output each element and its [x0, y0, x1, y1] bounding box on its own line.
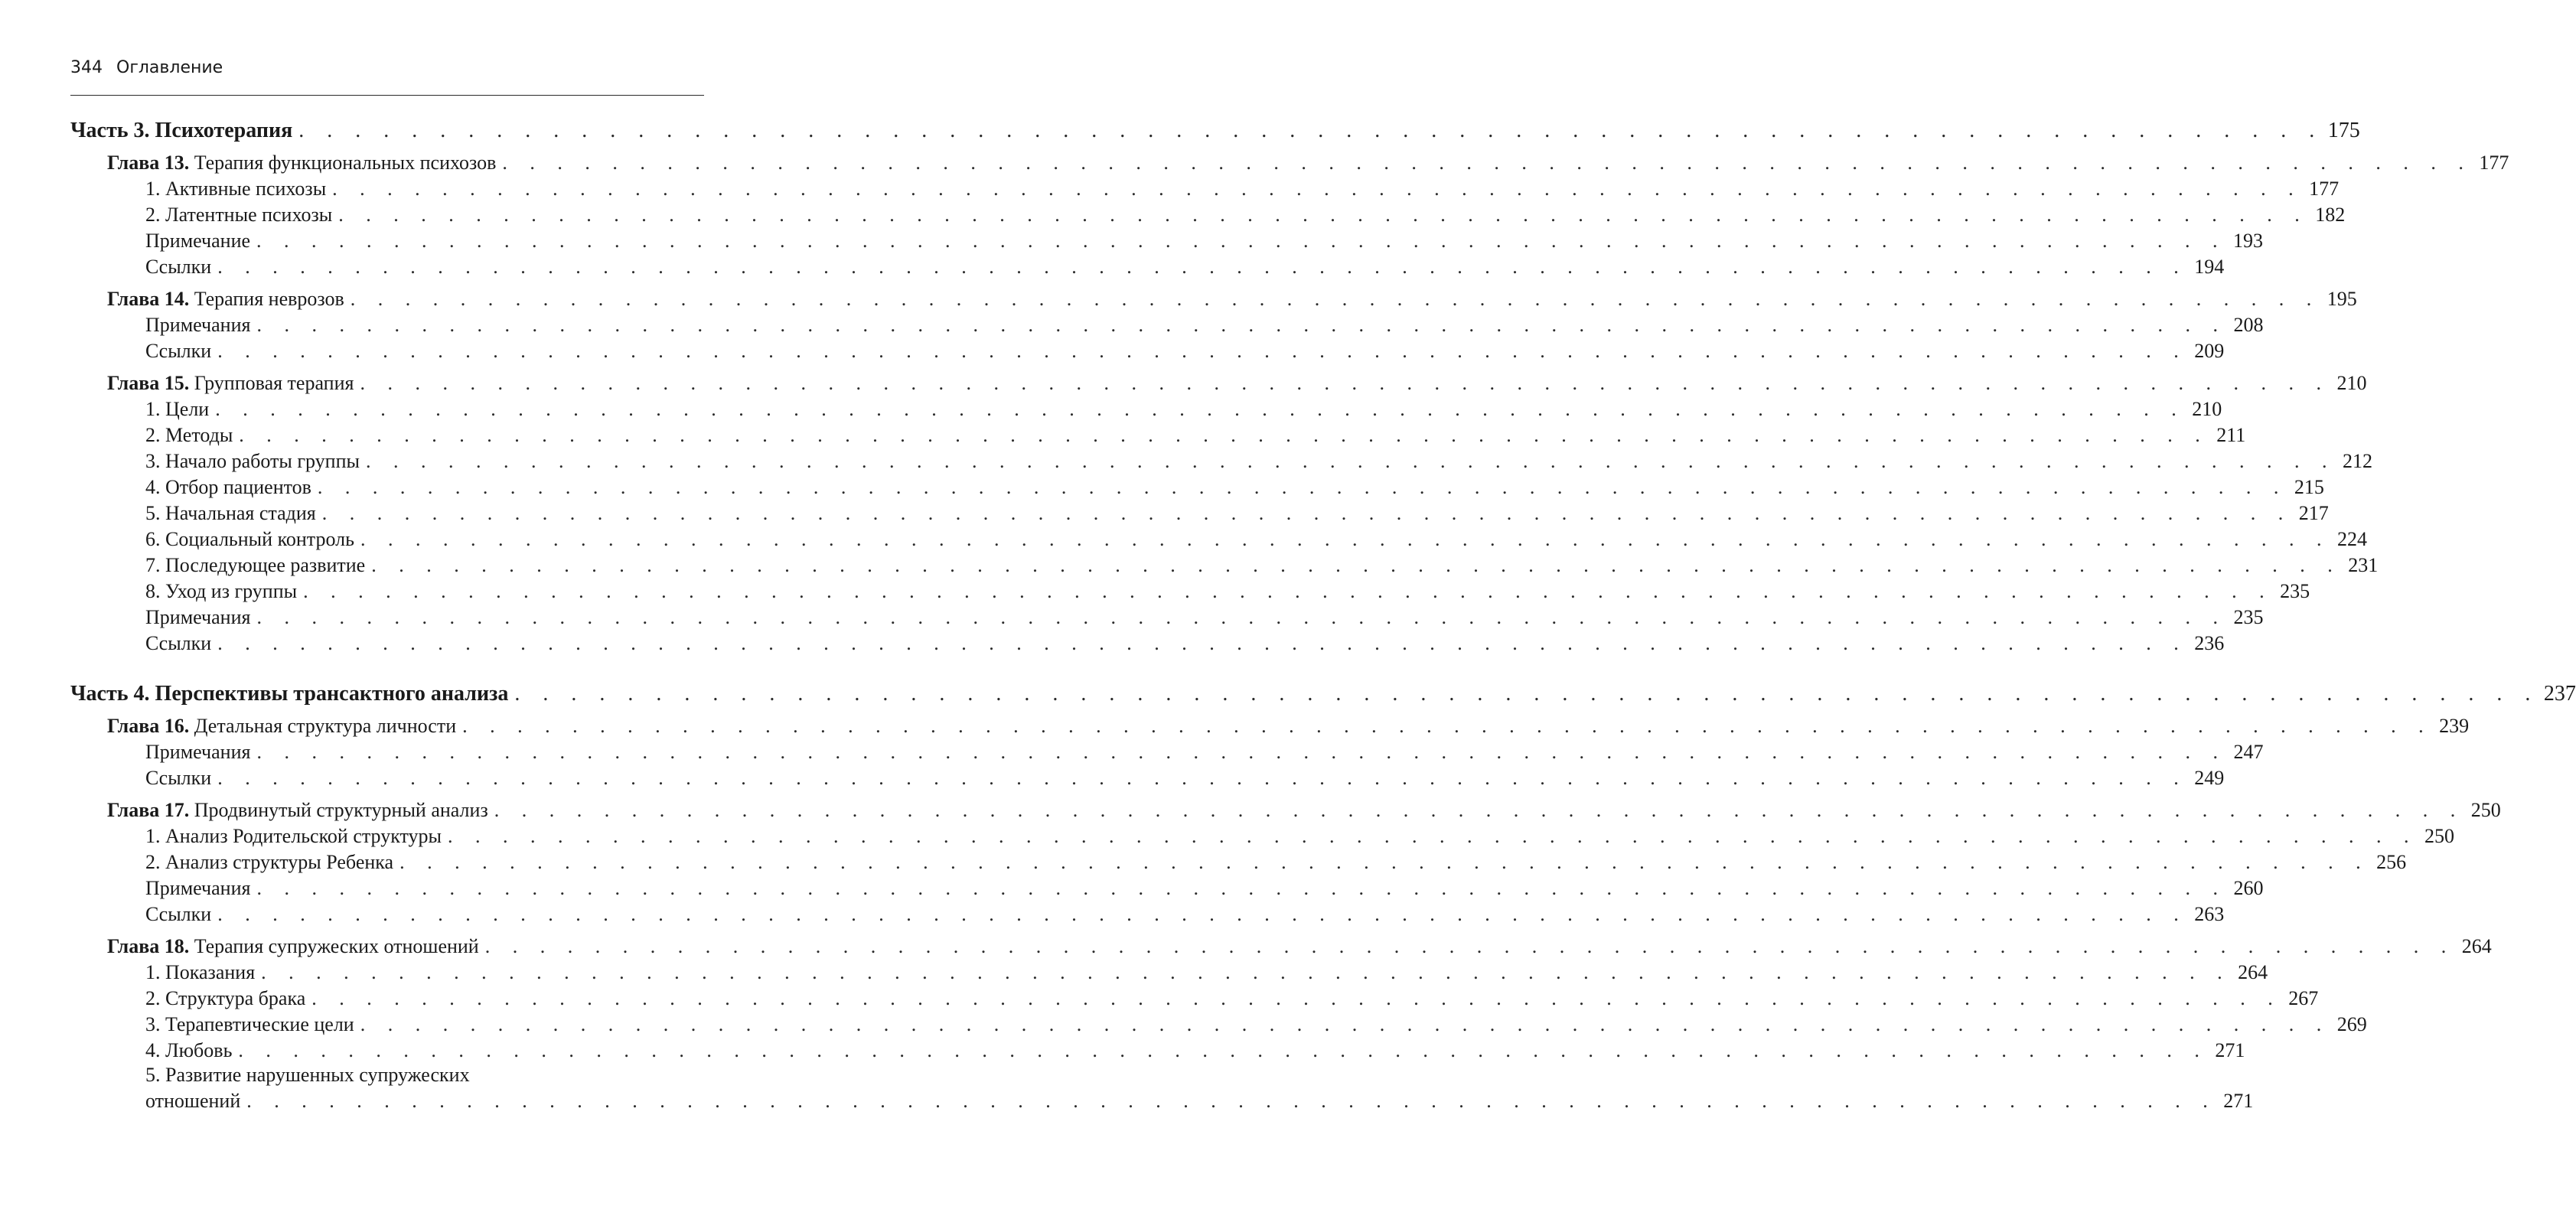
toc-entry-title	[145, 554, 365, 577]
toc-entry-text: 6. Социальный контроль	[145, 528, 354, 550]
toc-page-number: 208	[2233, 314, 2264, 336]
toc-entry	[145, 987, 2319, 1010]
toc-chapter	[107, 935, 2492, 958]
toc-page-number: 210	[2336, 372, 2367, 394]
toc-entry-text: Примечания	[145, 606, 251, 628]
toc-page-number: 236	[2194, 632, 2225, 654]
toc-entry-title	[145, 741, 250, 764]
dot-leader: . . . . . . . . . . . . . . . . . . . . . . . . . . . . . . . . . . . . . . . . . . . . . . . . . . . . . . . . . . . . . . . . . . . . . . . .	[365, 450, 2336, 472]
dot-leader: . . . . . . . . . . . . . . . . . . . . . . . . . . . . . . . . . . . . . . . . . . . . . . . . . . . . . . . . . . . . . . . . . . . . . . . .	[332, 178, 2303, 200]
running-header	[70, 58, 704, 77]
dot-leader: . . . . . . . . . . . . . . . . . . . . . . . . . . . . . . . . . . . . . . . . . . . . . . . . . . . . . . . . . . . . . . . . . . . . . . . .	[238, 1039, 2209, 1061]
toc-entry	[145, 961, 2268, 984]
toc-page-number: 250	[2424, 825, 2454, 847]
toc-entry-title	[145, 767, 211, 790]
toc-entry-text: 5. Начальная стадия	[145, 502, 316, 524]
toc-entry-title	[145, 961, 255, 984]
toc-entry-title	[145, 340, 211, 363]
toc-entry-title	[145, 424, 233, 447]
toc-page-number: 231	[2348, 554, 2379, 576]
toc-page-number: 250	[2470, 799, 2501, 821]
toc-entry	[145, 314, 2264, 337]
toc-entry-title	[145, 256, 211, 279]
dot-leader: . . . . . . . . . . . . . . . . . . . . . . . . . . . . . . . . . . . . . . . . . . . . . . . . . . . . . . . . . . . . . . . . . . . . . . . .	[338, 204, 2309, 226]
toc-entry-text: Примечания	[145, 314, 251, 336]
toc-entry-title	[145, 178, 326, 200]
toc-entry-text: Примечание	[145, 230, 251, 252]
dot-leader: . . . . . . . . . . . . . . . . . . . . . . . . . . . . . . . . . . . . . . . . . . . . . . . . . . . . . . . . . . . . . . . . . . . . . . . .	[502, 152, 2473, 174]
toc-entry-text: 7. Последующее развитие	[145, 554, 366, 576]
toc-entry	[145, 1013, 2367, 1036]
toc-entry-title	[107, 935, 479, 958]
dot-leader: . . . . . . . . . . . . . . . . . . . . . . . . . . . . . . . . . . . . . . . . . . . . . . . . . . . . . . . . . . . . . . . . . . . . . . . .	[298, 119, 2323, 142]
toc-entry-label: Глава 15.	[107, 372, 190, 394]
toc-entry-title	[145, 580, 297, 603]
toc-entry-title	[145, 606, 250, 629]
toc-entry-label: Глава 14.	[107, 288, 190, 310]
toc-entry	[145, 256, 2225, 279]
toc-chapter	[107, 372, 2367, 395]
toc-page-number: 195	[2327, 288, 2357, 310]
toc-page-number: 194	[2194, 256, 2225, 278]
dot-leader: . . . . . . . . . . . . . . . . . . . . . . . . . . . . . . . . . . . . . . . . . . . . . . . . . . . . . . . . . . . . . . . . . . . . . . . .	[217, 767, 2188, 789]
toc-entry-text: 1. Показания	[145, 961, 256, 983]
toc-page-number: 193	[2233, 230, 2264, 252]
toc-entry-text: 2. Методы	[145, 424, 233, 446]
toc-entry-title	[145, 398, 209, 421]
toc-entry-text: 2. Анализ структуры Ребенка	[145, 851, 394, 873]
toc-chapter	[107, 799, 2501, 822]
toc-page-number: 212	[2342, 450, 2372, 472]
toc-page-number: 247	[2233, 741, 2264, 763]
dot-leader: . . . . . . . . . . . . . . . . . . . . . . . . . . . . . . . . . . . . . . . . . . . . . . . . . . . . . . . . . . . . . . . . . . . . . . . .	[371, 554, 2342, 576]
dot-leader: . . . . . . . . . . . . . . . . . . . . . . . . . . . . . . . . . . . . . . . . . . . . . . . . . . . . . . . . . . . . . . . . . . . . . . . .	[256, 230, 2227, 252]
toc-page-number: 217	[2298, 502, 2329, 524]
toc-entry-text: 4. Любовь	[145, 1039, 233, 1061]
dot-leader: . . . . . . . . . . . . . . . . . . . . . . . . . . . . . . . . . . . . . . . . . . . . . . . . . . . . . . . . . . . . . . . . . . . . . . . .	[514, 682, 2539, 706]
toc-entry	[145, 398, 2222, 421]
toc-entry-title	[145, 903, 211, 926]
toc-entry	[145, 877, 2264, 900]
toc-entry-title	[145, 851, 393, 874]
toc-entry-text: 2. Структура брака	[145, 987, 306, 1009]
toc-entry-title	[107, 799, 488, 822]
toc-entry-title	[145, 314, 250, 337]
toc-part	[70, 119, 2360, 142]
dot-leader: . . . . . . . . . . . . . . . . . . . . . . . . . . . . . . . . . . . . . . . . . . . . . . . . . . . . . . . . . . . . . . . . . . . . . . . .	[317, 476, 2287, 498]
toc-entry-title	[145, 825, 442, 848]
toc-entry-title	[145, 1039, 232, 1062]
toc-entry	[145, 1039, 2245, 1062]
dot-leader: . . . . . . . . . . . . . . . . . . . . . . . . . . . . . . . . . . . . . . . . . . . . . . . . . . . . . . . . . . . . . . . . . . . . . . . .	[399, 851, 2370, 873]
toc-page-number: 249	[2194, 767, 2225, 789]
toc-page-number: 264	[2461, 935, 2492, 957]
toc-page-number: 224	[2336, 528, 2367, 550]
toc-entry-text: Ссылки	[145, 632, 212, 654]
header-rule	[70, 95, 704, 96]
dot-leader: . . . . . . . . . . . . . . . . . . . . . . . . . . . . . . . . . . . . . . . . . . . . . . . . . . . . . . . . . . . . . . . . . . . . . . . .	[217, 340, 2188, 362]
toc-entry	[145, 424, 2246, 447]
toc-entry-text: 1. Анализ Родительской структуры	[145, 825, 442, 847]
toc-entry-text: Ссылки	[145, 767, 212, 789]
toc-entry	[145, 632, 2225, 655]
toc-entry	[145, 230, 2264, 253]
toc-entry-text: 2. Латентные психозы	[145, 204, 333, 226]
toc-entry-text: Терапия супружеских отношений	[189, 935, 479, 957]
toc-entry-label: Глава 18.	[107, 935, 190, 957]
toc-entry	[145, 741, 2264, 764]
toc-entry	[145, 580, 2310, 603]
toc-entry	[145, 606, 2264, 629]
toc-entry-title	[145, 502, 316, 525]
dot-leader: . . . . . . . . . . . . . . . . . . . . . . . . . . . . . . . . . . . . . . . . . . . . . . . . . . . . . . . . . . . . . . . . . . . . . . . .	[311, 987, 2282, 1009]
toc-entry-label: Часть 3. Психотерапия	[70, 119, 293, 142]
toc-entry-text: Продвинутый структурный анализ	[189, 799, 488, 821]
toc-chapter	[107, 152, 2509, 174]
toc-entry-label: Глава 13.	[107, 152, 190, 174]
dot-leader: . . . . . . . . . . . . . . . . . . . . . . . . . . . . . . . . . . . . . . . . . . . . . . . . . . . . . . . . . . . . . . . . . . . . . . . .	[256, 877, 2227, 899]
dot-leader: . . . . . . . . . . . . . . . . . . . . . . . . . . . . . . . . . . . . . . . . . . . . . . . . . . . . . . . . . . . . . . . . . . . . . . . .	[462, 715, 2433, 737]
dot-leader: . . . . . . . . . . . . . . . . . . . . . . . . . . . . . . . . . . . . . . . . . . . . . . . . . . . . . . . . . . . . . . . . . . . . . . . .	[239, 424, 2209, 446]
toc-entry-title	[70, 119, 292, 142]
toc-entry-text: Терапия неврозов	[189, 288, 344, 310]
toc-entry-title	[145, 528, 354, 551]
dot-leader: . . . . . . . . . . . . . . . . . . . . . . . . . . . . . . . . . . . . . . . . . . . . . . . . . . . . . . . . . . . . . . . . . . . . . . . .	[261, 961, 2232, 983]
toc-entry	[145, 851, 2407, 874]
toc-page-number: 235	[2233, 606, 2264, 628]
toc-entry-title	[107, 372, 354, 395]
dot-leader: . . . . . . . . . . . . . . . . . . . . . . . . . . . . . . . . . . . . . . . . . . . . . . . . . . . . . . . . . . . . . . . . . . . . . . . .	[494, 799, 2464, 821]
dot-leader: . . . . . . . . . . . . . . . . . . . . . . . . . . . . . . . . . . . . . . . . . . . . . . . . . . . . . . . . . . . . . . . . . . . . . . . .	[217, 256, 2188, 278]
toc-page-number: 269	[2336, 1013, 2367, 1035]
toc-entry-text: Групповая терапия	[189, 372, 354, 394]
toc-entry-title	[145, 1013, 354, 1036]
toc-entry-title	[70, 683, 508, 706]
toc-chapter	[107, 288, 2357, 311]
toc-entry-text: Примечания	[145, 741, 251, 763]
toc-page-number: 175	[2327, 119, 2360, 142]
toc-page-number: 267	[2288, 987, 2319, 1009]
toc-page-number: 237	[2543, 682, 2576, 706]
toc-entry-title	[107, 288, 344, 311]
toc-entry-text: 3. Начало работы группы	[145, 450, 360, 472]
toc-page-number: 182	[2315, 204, 2346, 226]
toc-entry-title	[145, 450, 360, 473]
toc-entry-title	[145, 476, 311, 499]
toc-entry-text: Детальная структура личности	[189, 715, 457, 737]
toc-entry	[145, 554, 2379, 577]
toc-entry-label: Глава 17.	[107, 799, 190, 821]
toc-page-number: 177	[2479, 152, 2509, 174]
running-title: Оглавление	[116, 58, 223, 77]
toc-page-number: 263	[2194, 903, 2225, 925]
toc-entry-label: Часть 4. Перспективы трансактного анализа	[70, 682, 509, 706]
toc-entry-text: 4. Отбор пациентов	[145, 476, 311, 498]
dot-leader: . . . . . . . . . . . . . . . . . . . . . . . . . . . . . . . . . . . . . . . . . . . . . . . . . . . . . . . . . . . . . . . . . . . . . . . .	[246, 1090, 2217, 1112]
toc-entry-label: Глава 16.	[107, 715, 190, 737]
dot-leader: . . . . . . . . . . . . . . . . . . . . . . . . . . . . . . . . . . . . . . . . . . . . . . . . . . . . . . . . . . . . . . . . . . . . . . . .	[256, 606, 2227, 628]
toc-entry	[145, 528, 2367, 551]
toc-entry-title	[145, 632, 211, 655]
toc-entry	[145, 825, 2454, 848]
toc-entry-text: Ссылки	[145, 256, 212, 278]
toc-entry-text: 3. Терапевтические цели	[145, 1013, 354, 1035]
toc-entry-text: Ссылки	[145, 340, 212, 362]
dot-leader: . . . . . . . . . . . . . . . . . . . . . . . . . . . . . . . . . . . . . . . . . . . . . . . . . . . . . . . . . . . . . . . . . . . . . . . .	[360, 1013, 2330, 1035]
toc-entry-title	[145, 877, 250, 900]
toc-page-number: 210	[2192, 398, 2222, 420]
toc-entry-text: 1. Активные психозы	[145, 178, 327, 200]
dot-leader: . . . . . . . . . . . . . . . . . . . . . . . . . . . . . . . . . . . . . . . . . . . . . . . . . . . . . . . . . . . . . . . . . . . . . . . .	[303, 580, 2274, 602]
dot-leader: . . . . . . . . . . . . . . . . . . . . . . . . . . . . . . . . . . . . . . . . . . . . . . . . . . . . . . . . . . . . . . . . . . . . . . . .	[447, 825, 2418, 847]
toc-entry-title	[145, 204, 332, 227]
toc-entry	[145, 767, 2225, 790]
toc-entry	[145, 450, 2372, 473]
toc-entry-title	[145, 230, 250, 253]
toc-page-number: 211	[2216, 424, 2246, 446]
toc-page-number: 271	[2215, 1039, 2245, 1061]
toc-entry	[145, 178, 2340, 200]
toc-entry-text: отношений	[145, 1090, 241, 1112]
toc-entry	[145, 340, 2225, 363]
toc-page-number: 256	[2376, 851, 2407, 873]
toc-page-number: 235	[2280, 580, 2310, 602]
toc-page-number: 177	[2309, 178, 2340, 200]
page-number: 344	[70, 58, 103, 77]
toc-entry	[145, 1090, 2254, 1113]
toc-entry-text: 1. Цели	[145, 398, 210, 420]
dot-leader: . . . . . . . . . . . . . . . . . . . . . . . . . . . . . . . . . . . . . . . . . . . . . . . . . . . . . . . . . . . . . . . . . . . . . . . .	[217, 903, 2188, 925]
dot-leader: . . . . . . . . . . . . . . . . . . . . . . . . . . . . . . . . . . . . . . . . . . . . . . . . . . . . . . . . . . . . . . . . . . . . . . . .	[350, 288, 2320, 310]
dot-leader: . . . . . . . . . . . . . . . . . . . . . . . . . . . . . . . . . . . . . . . . . . . . . . . . . . . . . . . . . . . . . . . . . . . . . . . .	[360, 372, 2330, 394]
toc-page-number: 264	[2238, 961, 2268, 983]
toc-chapter	[107, 715, 2470, 738]
dot-leader: . . . . . . . . . . . . . . . . . . . . . . . . . . . . . . . . . . . . . . . . . . . . . . . . . . . . . . . . . . . . . . . . . . . . . . . .	[360, 528, 2330, 550]
toc-entry-title	[107, 715, 456, 738]
toc-part	[70, 682, 2576, 706]
toc-entry-text: Ссылки	[145, 903, 212, 925]
toc-page-number: 239	[2439, 715, 2470, 737]
toc-entry-title: 5. Развитие нарушенных супружеских	[145, 1064, 470, 1086]
toc-entry	[145, 476, 2324, 499]
toc-page-number: 271	[2223, 1090, 2254, 1112]
toc-entry-title	[145, 987, 305, 1010]
dot-leader: . . . . . . . . . . . . . . . . . . . . . . . . . . . . . . . . . . . . . . . . . . . . . . . . . . . . . . . . . . . . . . . . . . . . . . . .	[256, 314, 2227, 336]
dot-leader: . . . . . . . . . . . . . . . . . . . . . . . . . . . . . . . . . . . . . . . . . . . . . . . . . . . . . . . . . . . . . . . . . . . . . . . .	[321, 502, 2292, 524]
toc-entry-text: Примечания	[145, 877, 251, 899]
dot-leader: . . . . . . . . . . . . . . . . . . . . . . . . . . . . . . . . . . . . . . . . . . . . . . . . . . . . . . . . . . . . . . . . . . . . . . . .	[484, 935, 2455, 957]
toc-page-number: 209	[2194, 340, 2225, 362]
dot-leader: . . . . . . . . . . . . . . . . . . . . . . . . . . . . . . . . . . . . . . . . . . . . . . . . . . . . . . . . . . . . . . . . . . . . . . . .	[217, 632, 2188, 654]
toc-entry	[145, 903, 2225, 926]
toc-entry-title	[107, 152, 496, 174]
toc-entry	[145, 502, 2329, 525]
toc-entry-title	[145, 1090, 240, 1113]
toc-page-number: 215	[2294, 476, 2324, 498]
dot-leader: . . . . . . . . . . . . . . . . . . . . . . . . . . . . . . . . . . . . . . . . . . . . . . . . . . . . . . . . . . . . . . . . . . . . . . . .	[256, 741, 2227, 763]
dot-leader: . . . . . . . . . . . . . . . . . . . . . . . . . . . . . . . . . . . . . . . . . . . . . . . . . . . . . . . . . . . . . . . . . . . . . . . .	[215, 398, 2186, 420]
toc-entry-text: 8. Уход из группы	[145, 580, 298, 602]
toc-entry-text: Терапия функциональных психозов	[189, 152, 497, 174]
toc-page-number: 260	[2233, 877, 2264, 899]
toc-entry	[145, 204, 2346, 227]
